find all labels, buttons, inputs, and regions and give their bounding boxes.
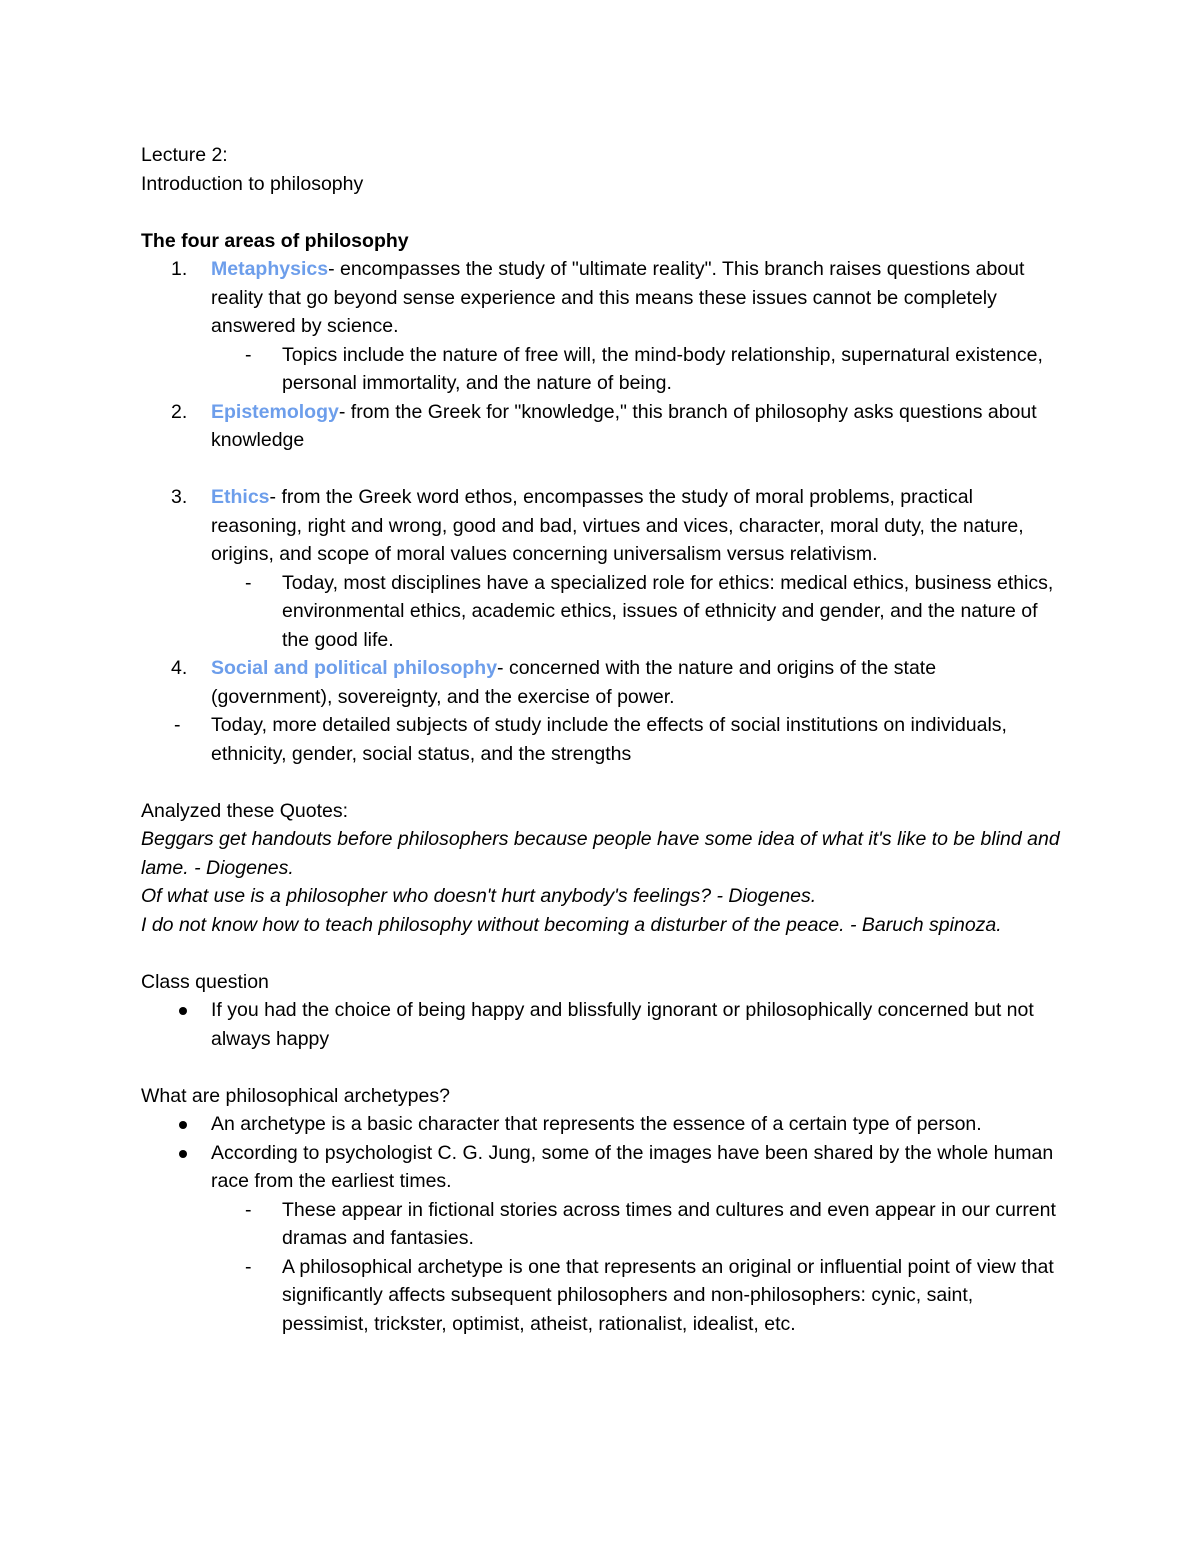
areas-heading: The four areas of philosophy: [141, 229, 409, 252]
dash-marker: -: [245, 343, 252, 366]
area-subpoint: [141, 341, 1061, 398]
archetype-bullet: [141, 1110, 1061, 1139]
area-description: - from the Greek word ethos, encompasses the study of moral problems, practical reasoning, right and wrong, good and bad, virtues and vices, character, moral duty, the nature, origins, and scope of moral values concerning universalism versus relativism.: [211, 486, 1024, 565]
bullet-text: According to psychologist C. G. Jung, some of the images have been shared by the whole human race from the earliest times.: [211, 1141, 1054, 1192]
archetype-subpoint: [141, 1253, 1061, 1339]
dash-marker: -: [245, 1198, 252, 1221]
archetype-bullet: [141, 1139, 1061, 1196]
area-subpoint: [141, 711, 1061, 768]
quote-item: Beggars get handouts before philosophers because people have some idea of what it's like to be blind and lame. - Diogenes.: [141, 828, 1060, 879]
term-epistemology: Epistemology: [211, 400, 339, 423]
subpoint-text: A philosophical archetype is one that represents an original or influential point of view that significantly affects subsequent philosophers and non-philosophers: cynic, saint, pessimist, trickster, optimist, atheist, rationalist, idealist, etc.: [282, 1255, 1054, 1335]
list-number: 3.: [171, 486, 188, 508]
area-item-social-political: [141, 654, 1061, 711]
lecture-subtitle: Introduction to philosophy: [141, 172, 364, 195]
bullet-dot-icon: [179, 1150, 187, 1158]
subpoint-text: Today, most disciplines have a specialized role for ethics: medical ethics, business ethics, environmental ethics, academic ethics, issues of ethnicity and gender, and the nature of the good life.: [282, 571, 1054, 651]
area-subpoint: [141, 569, 1061, 655]
bullet-dot-icon: [179, 1007, 187, 1015]
area-description: - from the Greek for "knowledge," this branch of philosophy asks questions about knowledge: [211, 400, 1037, 451]
bullet-text: An archetype is a basic character that represents the essence of a certain type of person.: [211, 1113, 982, 1135]
area-item-ethics: [141, 483, 1061, 569]
area-description: - encompasses the study of "ultimate reality". This branch raises questions about reality that go beyond sense experience and this means these issues cannot be completely answered by science.: [211, 258, 1025, 337]
area-item-metaphysics: [141, 255, 1061, 341]
dash-marker: -: [245, 571, 252, 594]
class-question-bullet: [141, 996, 1061, 1053]
bullet-text: If you had the choice of being happy and blissfully ignorant or philosophically concerned but not always happy: [211, 999, 1034, 1050]
area-description: - concerned with the nature and origins of the state (government), sovereignty, and the exercise of power.: [211, 657, 937, 708]
archetypes-heading: What are philosophical archetypes?: [141, 1084, 450, 1107]
lecture-label: Lecture 2:: [141, 144, 228, 166]
quote-item: Of what use is a philosopher who doesn't hurt anybody's feelings? - Diogenes.: [141, 885, 817, 907]
document-body: [141, 141, 1061, 1338]
term-ethics: Ethics: [211, 486, 270, 508]
term-social-political: Social and political philosophy: [211, 657, 498, 679]
list-number: 4.: [171, 657, 188, 679]
term-metaphysics: Metaphysics: [211, 258, 329, 280]
class-question-heading: Class question: [141, 970, 269, 993]
bullet-dot-icon: [179, 1121, 187, 1129]
subpoint-text: Today, more detailed subjects of study include the effects of social institutions on individuals, ethnicity, gender, social status, and the strengths: [211, 714, 1007, 765]
dash-marker: -: [245, 1255, 252, 1278]
subpoint-text: These appear in fictional stories across times and cultures and even appear in our current dramas and fantasies.: [282, 1198, 1056, 1249]
area-item-epistemology: [141, 398, 1061, 455]
quotes-heading: Analyzed these Quotes:: [141, 799, 349, 822]
dash-marker: -: [174, 714, 181, 736]
quote-item: I do not know how to teach philosophy without becoming a disturber of the peace. - Baruch spinoza.: [141, 913, 1002, 936]
archetype-subpoint: [141, 1196, 1061, 1253]
list-number: 1.: [171, 258, 188, 280]
list-number: 2.: [171, 400, 188, 423]
subpoint-text: Topics include the nature of free will, the mind-body relationship, supernatural existence, personal immortality, and the nature of being.: [282, 343, 1043, 394]
